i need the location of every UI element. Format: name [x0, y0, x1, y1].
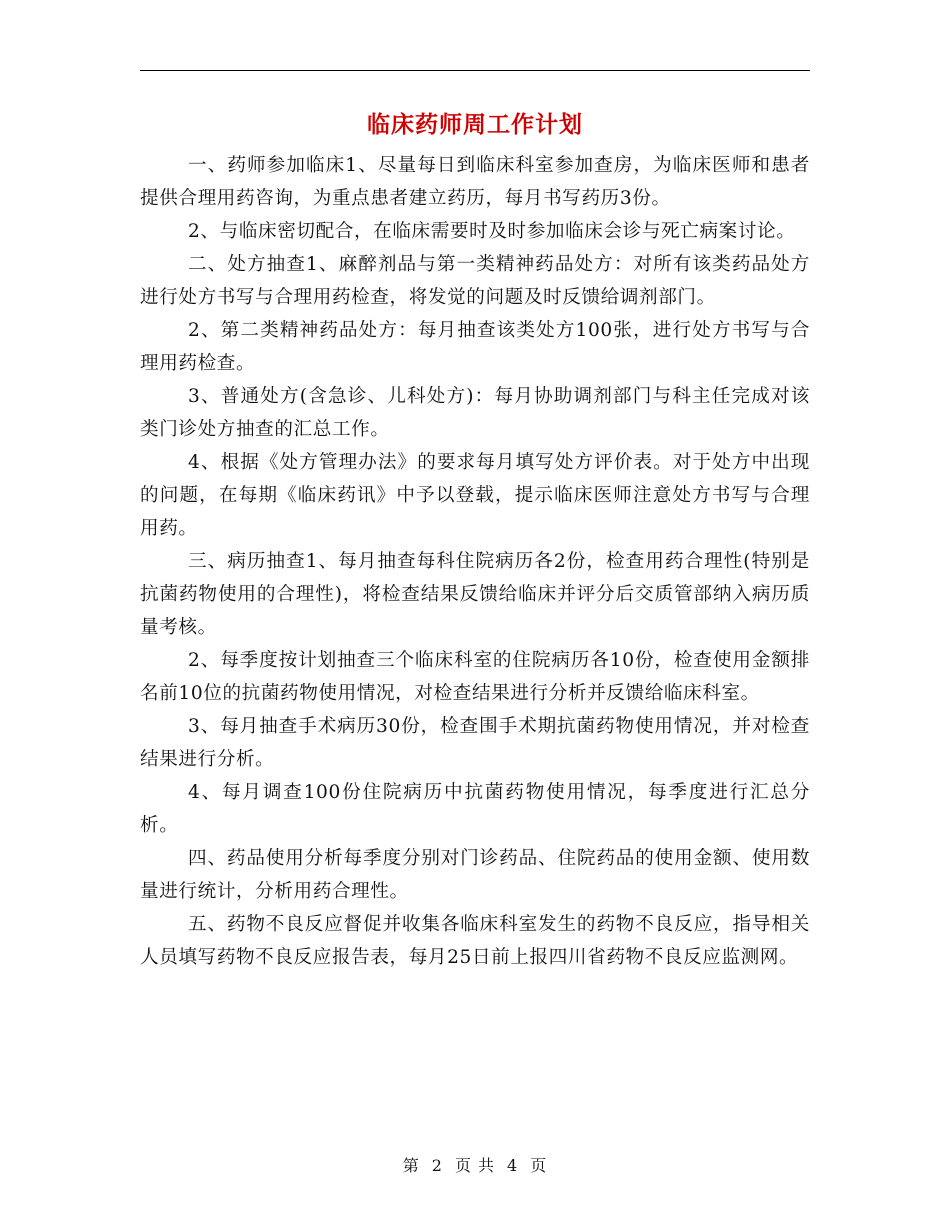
footer-prefix: 第: [402, 1156, 420, 1175]
paragraph-3: 二、处方抽查1、麻醉剂品与第一类精神药品处方：对所有该类药品处方进行处方书写与合理用药检查，将发觉的问题及时反馈给调剂部门。: [140, 254, 810, 308]
paragraph-9: 3、每月抽查手术病历30份，检查围手术期抗菌药物使用情况，并对检查结果进行分析。: [140, 716, 810, 770]
paragraph-6: 4、根据《处方管理办法》的要求每月填写处方评价表。对于处方中出现的问题，在每期《临床药讯》中予以登载，提示临床医师注意处方书写与合理用药。: [140, 452, 810, 539]
paragraph-2: 2、与临床密切配合，在临床需要时及时参加临床会诊与死亡病案讨论。: [188, 221, 796, 242]
footer-page-number: 2: [431, 1156, 443, 1175]
page-title: 临床药师周工作计划: [367, 111, 583, 138]
paragraph-5: 3、普通处方(含急诊、儿科处方)：每月协助调剂部门与科主任完成对该类门诊处方抽查的汇总工作。: [140, 386, 810, 440]
page-footer: [0, 1153, 950, 1176]
paragraph-1: 一、药师参加临床1、尽量每日到临床科室参加查房，为临床医师和患者提供合理用药咨询，为重点患者建立药历，每月书写药历3份。: [140, 155, 810, 209]
footer-suffix: 页: [530, 1156, 548, 1175]
paragraph-7: 三、病历抽查1、每月抽查每科住院病历各2份，检查用药合理性(特别是抗菌药物使用的合理性)，将检查结果反馈给临床并评分后交质管部纳入病历质量考核。: [140, 551, 810, 638]
header-rule: [140, 70, 810, 71]
paragraph-8: 2、每季度按计划抽查三个临床科室的住院病历各10份，检查使用金额排名前10位的抗菌药物使用情况，对检查结果进行分析并反馈给临床科室。: [140, 650, 810, 704]
paragraph-4: 2、第二类精神药品处方：每月抽查该类处方100张，进行处方书写与合理用药检查。: [140, 320, 810, 374]
paragraph-10: 4、每月调查100份住院病历中抗菌药物使用情况，每季度进行汇总分析。: [140, 782, 810, 836]
document-body: [140, 149, 810, 974]
paragraph-12: 五、药物不良反应督促并收集各临床科室发生的药物不良反应，指导相关人员填写药物不良反应报告表，每月25日前上报四川省药物不良反应监测网。: [140, 914, 810, 968]
footer-middle: 页 共: [454, 1156, 496, 1175]
paragraph-11: 四、药品使用分析每季度分别对门诊药品、住院药品的使用金额、使用数量进行统计，分析用药合理性。: [140, 848, 810, 902]
footer-total-pages: 4: [507, 1156, 519, 1175]
